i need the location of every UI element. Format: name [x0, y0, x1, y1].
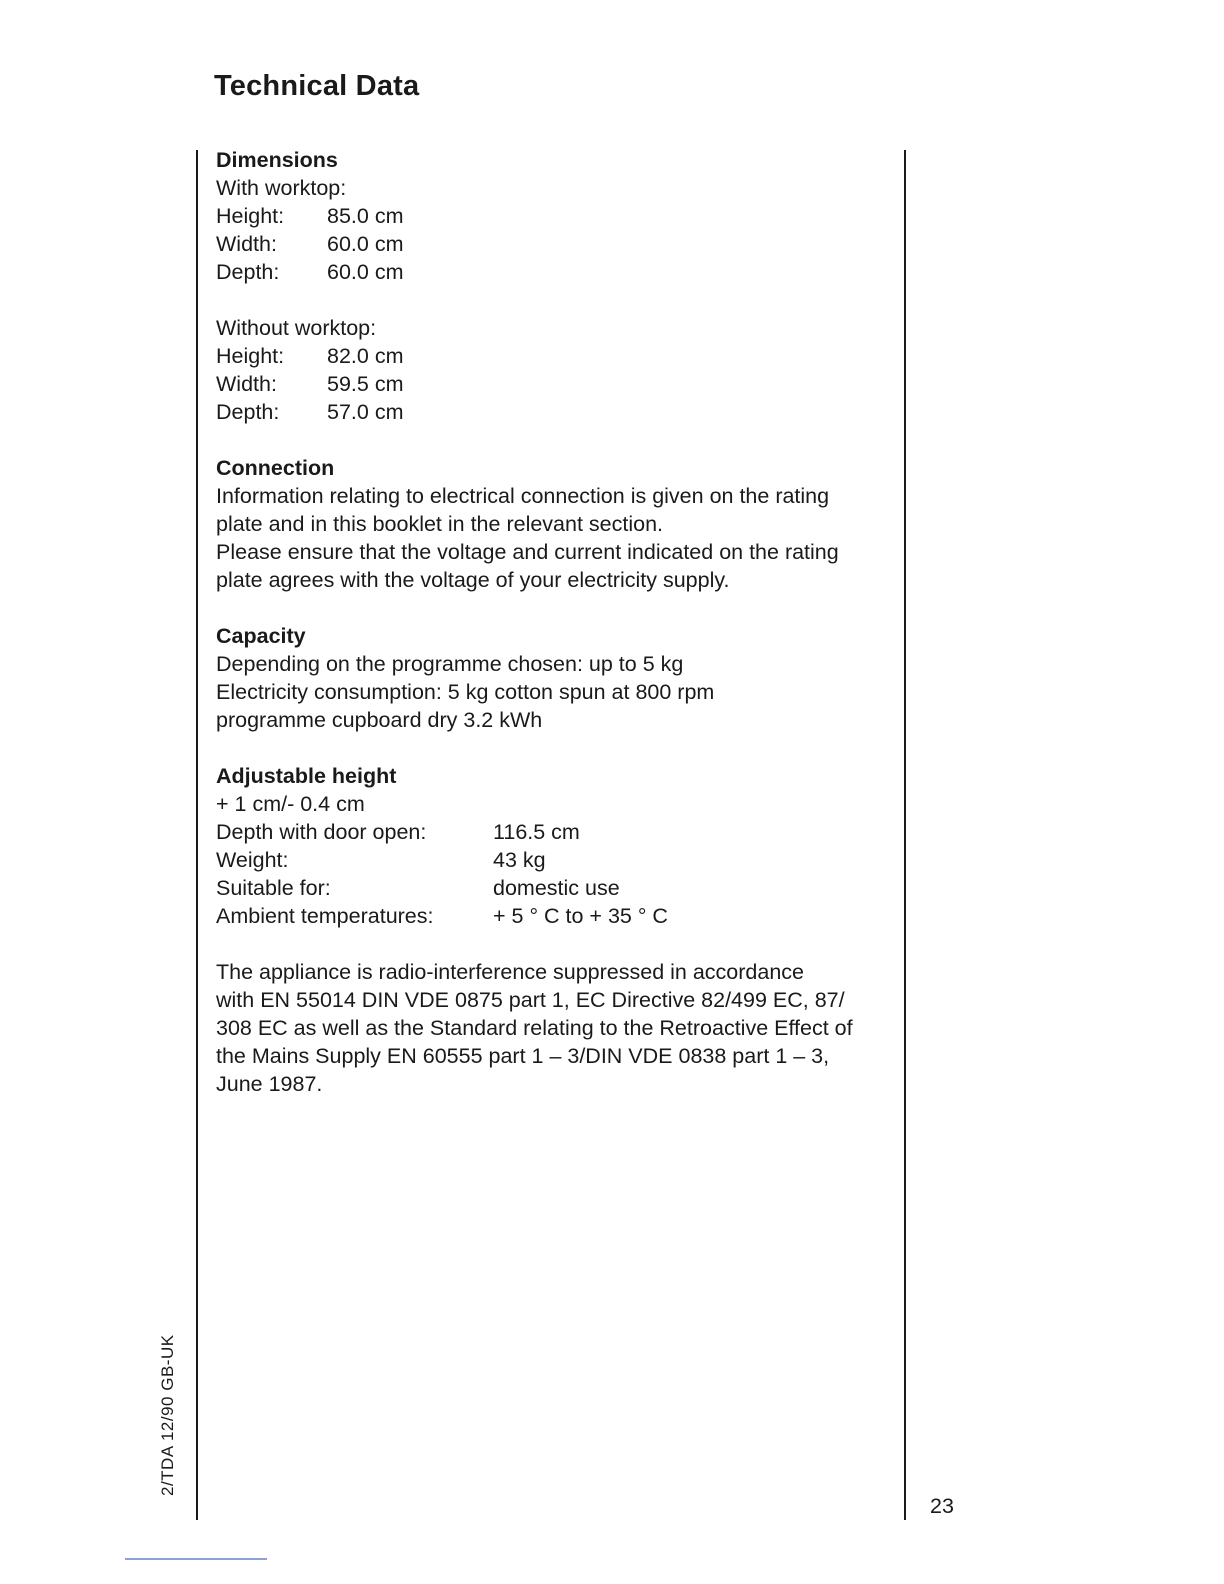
dimensions-section: [216, 146, 888, 426]
interference-paragraph: [216, 958, 888, 1098]
adjustable-height-heading: Adjustable height: [216, 764, 397, 788]
technical-data-content: [216, 146, 888, 1098]
spec-row: Width: 60.0 cm: [216, 232, 404, 256]
paragraph-line: Please ensure that the voltage and current indicated on the rating: [216, 540, 839, 564]
paragraph-line: Electricity consumption: 5 kg cotton spun at 800 rpm: [216, 680, 715, 704]
page-number: 23: [930, 1494, 954, 1518]
spec-row: Weight: 43 kg: [216, 848, 546, 872]
paragraph-line: with EN 55014 DIN VDE 0875 part 1, EC Directive 82/499 EC, 87/: [216, 988, 845, 1012]
left-margin-rule: [196, 150, 198, 1520]
without-worktop-label: Without worktop:: [216, 316, 377, 340]
paragraph-line: The appliance is radio-interference suppressed in accordance: [216, 960, 805, 984]
document-code: 2/TDA 12/90 GB-UK: [158, 1334, 177, 1496]
spec-row: Width: 59.5 cm: [216, 372, 404, 396]
spec-row: Suitable for: domestic use: [216, 876, 620, 900]
spec-row: Ambient temperatures: + 5 ° C to + 35 ° C: [216, 904, 668, 928]
capacity-section: [216, 622, 888, 734]
paragraph-line: programme cupboard dry 3.2 kWh: [216, 708, 543, 732]
paragraph-line: Information relating to electrical connection is given on the rating: [216, 484, 830, 508]
spec-row: Depth: 57.0 cm: [216, 400, 404, 424]
spec-row: Height: 82.0 cm: [216, 344, 404, 368]
connection-heading: Connection: [216, 456, 335, 480]
paragraph-line: 308 EC as well as the Standard relating to the Retroactive Effect of: [216, 1016, 853, 1040]
paragraph-line: plate agrees with the voltage of your electricity supply.: [216, 568, 730, 592]
footer-divider: [125, 1558, 267, 1560]
paragraph-line: June 1987.: [216, 1072, 323, 1096]
spec-row: Depth with door open: 116.5 cm: [216, 820, 580, 844]
dimensions-heading: Dimensions: [216, 148, 338, 172]
connection-section: [216, 454, 888, 594]
paragraph-line: Depending on the programme chosen: up to 5 kg: [216, 652, 684, 676]
adjustable-range: + 1 cm/- 0.4 cm: [216, 792, 365, 816]
with-worktop-label: With worktop:: [216, 176, 347, 200]
paragraph-line: plate and in this booklet in the relevant section.: [216, 512, 664, 536]
spec-row: Height: 85.0 cm: [216, 204, 404, 228]
right-margin-rule: [904, 150, 906, 1520]
page-title: Technical Data: [214, 70, 420, 102]
paragraph-line: the Mains Supply EN 60555 part 1 – 3/DIN VDE 0838 part 1 – 3,: [216, 1044, 830, 1068]
spec-row: Depth: 60.0 cm: [216, 260, 404, 284]
adjustable-height-section: [216, 762, 888, 930]
capacity-heading: Capacity: [216, 624, 306, 648]
